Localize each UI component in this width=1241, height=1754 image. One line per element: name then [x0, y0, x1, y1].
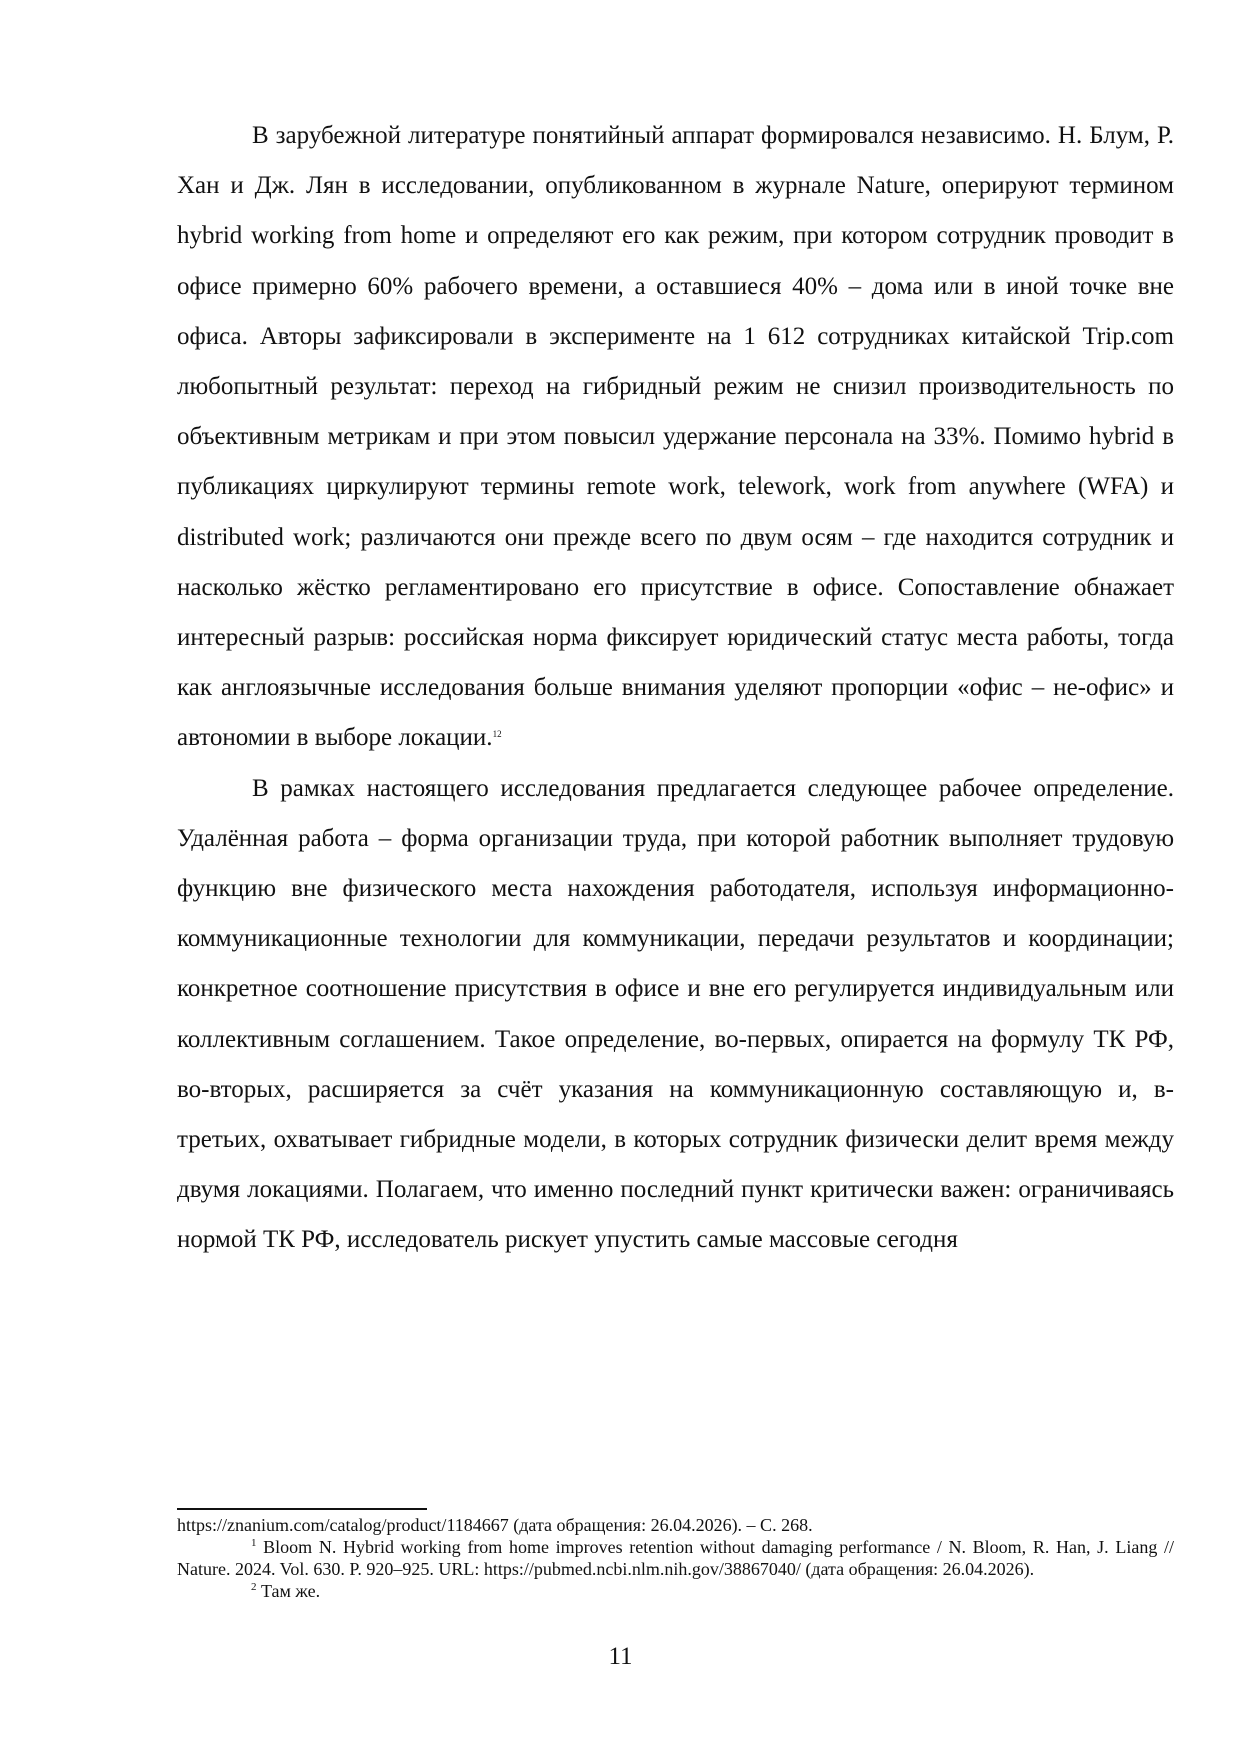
footnote-reference: 12 — [492, 729, 502, 740]
footnote-text: Там же. — [256, 1581, 321, 1601]
paragraph-text: В зарубежной литературе понятийный аппарат формировался независимо. Н. Блум, Р. Хан и Дж. Лян в исследовании, опубликованном в журнале Nature, оперируют термином hybrid working from home и определяют его как режим, при котором сотрудник проводит в офисе примерно 60% рабочего времени, а оставшиеся 40% – дома или в иной точке вне офиса. Авторы зафиксировали в эксперименте на 1 612 сотрудниках китайской Trip.com любопытный результат: переход на гибридный режим не снизил производительность по объективным метрикам и при этом повысил удержание персонала на 33%. Помимо hybrid в публикациях циркулируют термины remote work, telework, work from anywhere (WFA) и distributed work; различаются они прежде всего по двум осям – где находится сотрудник и насколько жёстко регламентировано его присутствие в офисе. Сопоставление обнажает интересный разрыв: российская норма фиксирует юридический статус места работы, тогда как англоязычные исследования больше внимания уделяют пропорции «офис – не-офис» и автономии в выборе локации. — [177, 122, 1174, 752]
footnotes — [177, 1514, 1174, 1602]
paragraph-foreign-literature — [177, 111, 1174, 764]
footnote-separator — [177, 1508, 427, 1510]
footnote-2 — [177, 1580, 1174, 1602]
footnote-1 — [177, 1536, 1174, 1580]
footnote-mark: 1 — [251, 1537, 257, 1549]
paragraph-text: В рамках настоящего исследования предлагается следующее рабочее определение. Удалённая работа – форма организации труда, при которой работник выполняет трудовую функцию вне физического места нахождения работодателя, используя информационно-коммуникационные технологии для коммуникации, передачи результатов и координации; конкретное соотношение присутствия в офисе и вне его регулируется индивидуальным или коллективным соглашением. Такое определение, во-первых, опирается на формулу ТК РФ, во-вторых, расширяется за счёт указания на коммуникационную составляющую и, в-третьих, охватывает гибридные модели, в которых сотрудник физически делит время между двумя локациями. Полагаем, что именно последний пункт критически важен: ограничиваясь нормой ТК РФ, исследователь рискует упустить самые массовые сегодня — [177, 774, 1174, 1254]
page-number: 11 — [608, 1643, 633, 1670]
footnote-text: Bloom N. Hybrid working from home improves retention without damaging performance / N. Bloom, R. Han, J. Liang // Nature. 2024. Vol. 630. P. 920–925. URL: https://pubmed.ncbi.nlm.nih.gov/38867040/ (дата обращения: 26.04.2026). — [177, 1537, 1174, 1579]
footnote-mark: 2 — [251, 1581, 257, 1593]
paragraph-working-definition — [177, 764, 1174, 1266]
footnote-continuation: https://znanium.com/catalog/product/1184667 (дата обращения: 26.04.2026). – С. 268. — [177, 1515, 813, 1535]
body-text — [177, 111, 1174, 1266]
